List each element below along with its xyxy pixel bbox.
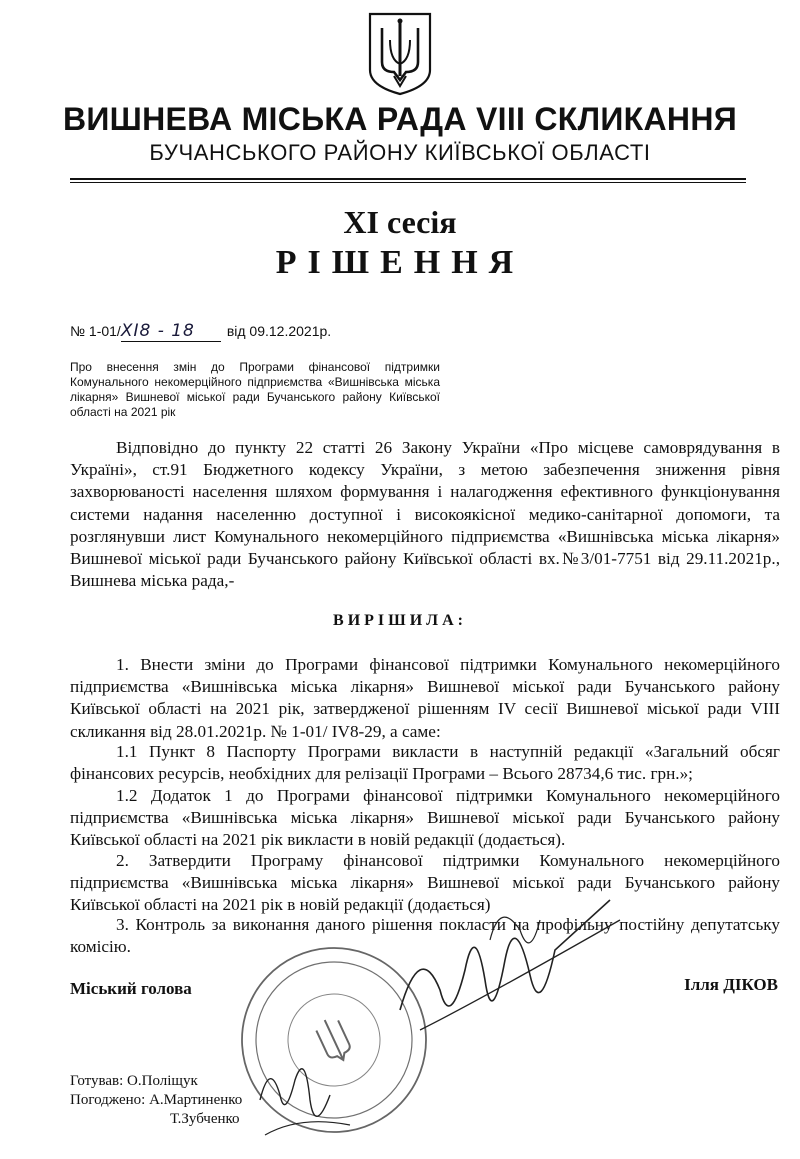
decision-date: від 09.12.2021р. [226, 323, 332, 339]
number-prefix: № 1-01/ [70, 323, 121, 339]
item-2: 2. Затвердити Програму фінансової підтримки Комунального некомерційного підприємства «Вишнівська міська лікарня» Вишневої міської ради Бучанського району Київської області на 2021 рік в новій редакції (додається) [70, 851, 780, 915]
agreed-by-2: Т.Зубченко [170, 1111, 240, 1127]
handwritten-number: XI8 - 18 [120, 321, 195, 341]
mayor-name: Ілля ДІКОВ [684, 975, 778, 994]
item-3: 3. Контроль за виконання даного рішення покласти на профільну постійну депутатську комісію. [70, 915, 780, 957]
header-divider [70, 178, 746, 180]
prepared-by: Готував: О.Поліщук [70, 1073, 198, 1089]
decision-subject: Про внесення змін до Програми фінансової підтримки Комунального некомерційного підприємства «Вишнівська міська лікарня» Вишневої міської ради Бучанського району Київської області на 2021 рік [70, 360, 440, 419]
prepared-block [70, 1072, 242, 1129]
item-1: 1. Внести зміни до Програми фінансової підтримки Комунального некомерційного підприємства «Вишнівська міська лікарня» Вишневої міської ради Бучанського району Київської області на 2021 рік, затвердженої рішенням IV сесії Вишневої міської ради VIII скликання від 28.01.2021р. № 1-01/ IV8-29, а саме: [70, 655, 780, 741]
trident-icon [364, 10, 436, 96]
mayor-position: Міський голова [70, 979, 192, 998]
decision-number [70, 321, 331, 342]
signature-icon [380, 880, 640, 1060]
resolved-heading: ВИРІШИЛА: [333, 612, 467, 629]
header-divider-thin [70, 182, 746, 183]
initials-signature-icon [250, 1040, 360, 1150]
decision-title: РІШЕННЯ [275, 244, 525, 281]
item-1-2: 1.2 Додаток 1 до Програми фінансової підтримки Комунального некомерційного підприємства «Вишнівська міська лікарня» Вишневої міської ради Бучанського району Київської області на 2021 рік викласти в новій редакції (додається). [70, 786, 780, 850]
session-title: XI сесія [343, 204, 457, 240]
council-name: ВИШНЕВА МІСЬКА РАДА VIII СКЛИКАННЯ [62, 101, 738, 137]
preamble: Відповідно до пункту 22 статті 26 Закону України «Про місцеве самоврядування в Україні», ст.91 Бюджетного кодексу України, з метою забезпечення зниження рівня захворюваності населення шляхом формування і налагодження ефективного функціонування системи надання населенню доступної і високоякісної медико-санітарної допомоги, та розглянувши лист Комунального некомерційного підприємства «Вишнівська міська лікарня» Вишневої міської ради Бучанського району Київської області вх.№3/01-7751 від 29.11.2021р., Вишнева міська рада,- [70, 438, 780, 591]
item-1-1: 1.1 Пункт 8 Паспорту Програми викласти в наступній редакції «Загальний обсяг фінансових ресурсів, необхідних для релізації Програми – Всього 28734,6 тис. грн.»; [70, 742, 780, 784]
council-district: БУЧАНСЬКОГО РАЙОНУ КИЇВСЬКОЇ ОБЛАСТІ [149, 140, 651, 165]
agreed-by: Погоджено: А.Мартиненко [70, 1092, 243, 1108]
